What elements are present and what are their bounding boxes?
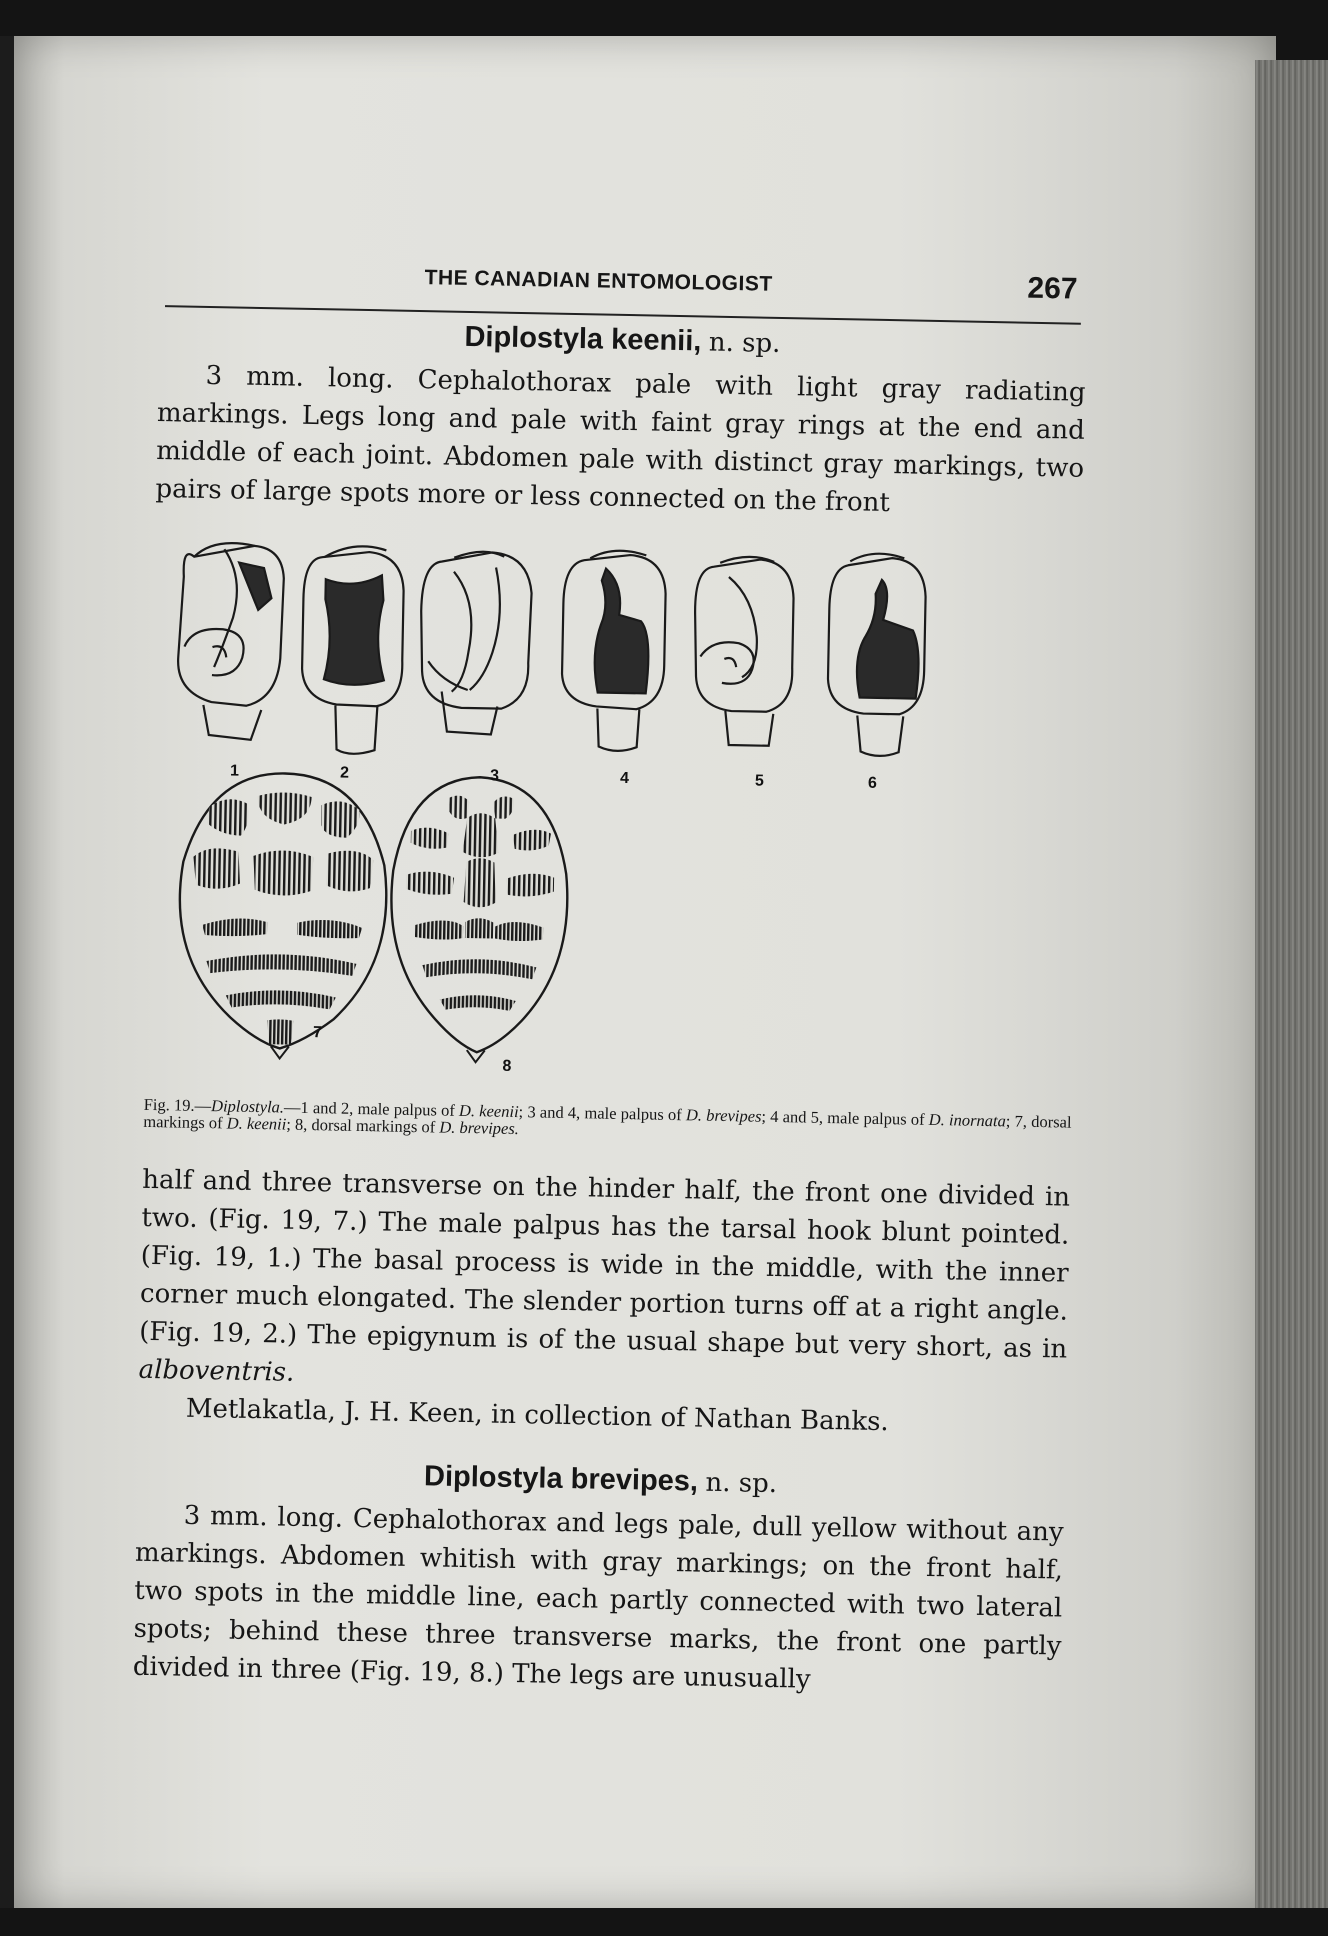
figure-label-2: 2 <box>339 764 350 782</box>
species-name: Diplostyla brevipes, <box>423 1460 699 1498</box>
palpus-drawing-3 <box>419 551 532 736</box>
palpus-drawing-2 <box>300 545 404 754</box>
species-suffix: n. sp. <box>705 1467 778 1500</box>
book-page-edges <box>1255 60 1328 1908</box>
figure-label-4: 4 <box>619 769 630 788</box>
journal-title: THE CANADIAN ENTOMOLOGIST <box>424 266 773 296</box>
figure-drawings <box>144 516 1083 1094</box>
palpus-drawing-4 <box>561 550 667 752</box>
caption-part: Diplostyla. <box>210 1096 285 1117</box>
figure-label-5: 5 <box>754 772 765 790</box>
caption-part: ; 4 and 5, male palpus of <box>761 1106 929 1129</box>
keenii-description-top: 3 mm. long. Cephalothorax pale with light gray radiating markings. Legs long and pale with faint gray rings at the end and middle of each joint. Abdomen pale with distinct gray markings, two pairs of large spots more or less connected on the front <box>155 360 1086 519</box>
figure-label-6: 6 <box>867 774 878 792</box>
keenii-description-bottom: half and three transverse on the hinder half, the front one divided in two. (Fig. 19, 7.) The male palpus has the tarsal hook blunt pointed. (Fig. 19, 1.) The basal process is wide in the middle, with the inner corner much elongated. The slender portion turns off at a right angle. (Fig. 19, 2.) The epigynum is of the usual shape but very short, as in alboventris. <box>138 1164 1071 1388</box>
palpus-drawing-5 <box>693 556 795 746</box>
caption-part: ; 8, dorsal markings of <box>286 1114 440 1137</box>
figure-19 <box>143 516 1083 1179</box>
book-left-edge <box>0 36 14 1908</box>
page-content <box>133 255 1088 1704</box>
caption-part: D. inornata <box>928 1109 1007 1131</box>
figure-caption <box>143 1096 1071 1148</box>
brevipes-description: 3 mm. long. Cephalothorax and legs pale, dull yellow without any markings. Abdomen whitish with gray markings; on the front half, two spots in the middle line, each partly connected with two lateral spots; behind these three transverse marks, the front one partly divided in three (Fig. 19, 8.) The legs are unusually <box>132 1500 1064 1695</box>
species-name: Diplostyla keenii, <box>464 320 702 358</box>
figure-label-8: 8 <box>502 1057 512 1075</box>
keenii-locality: Metlakatla, J. H. Keen, in collection of Nathan Banks. <box>185 1393 890 1438</box>
caption-part: D. brevipes. <box>439 1117 520 1139</box>
caption-part: ; 7, dorsal markings of <box>143 1111 1072 1133</box>
species-suffix: n. sp. <box>708 327 781 359</box>
page-number: 267 <box>1027 271 1078 306</box>
abdomen-drawing-7 <box>177 772 389 1061</box>
figure-label-7: 7 <box>312 1024 323 1042</box>
caption-part: Fig. 19.— <box>143 1094 212 1116</box>
figure-label-1: 1 <box>229 762 240 780</box>
figure-label-3: 3 <box>489 767 500 785</box>
palpus-drawing-6 <box>827 553 927 757</box>
caption-part: —1 and 2, male palpus of <box>283 1097 460 1120</box>
italic-species-ref: alboventris. <box>138 1354 295 1388</box>
caption-part: D. keenii <box>226 1113 287 1134</box>
caption-part: D. keenii <box>458 1100 519 1122</box>
caption-part: ; 3 and 4, male palpus of <box>518 1102 687 1125</box>
abdomen-drawing-8 <box>388 776 569 1064</box>
palpus-drawing-1 <box>177 542 285 740</box>
caption-part: D. brevipes <box>685 1105 762 1126</box>
